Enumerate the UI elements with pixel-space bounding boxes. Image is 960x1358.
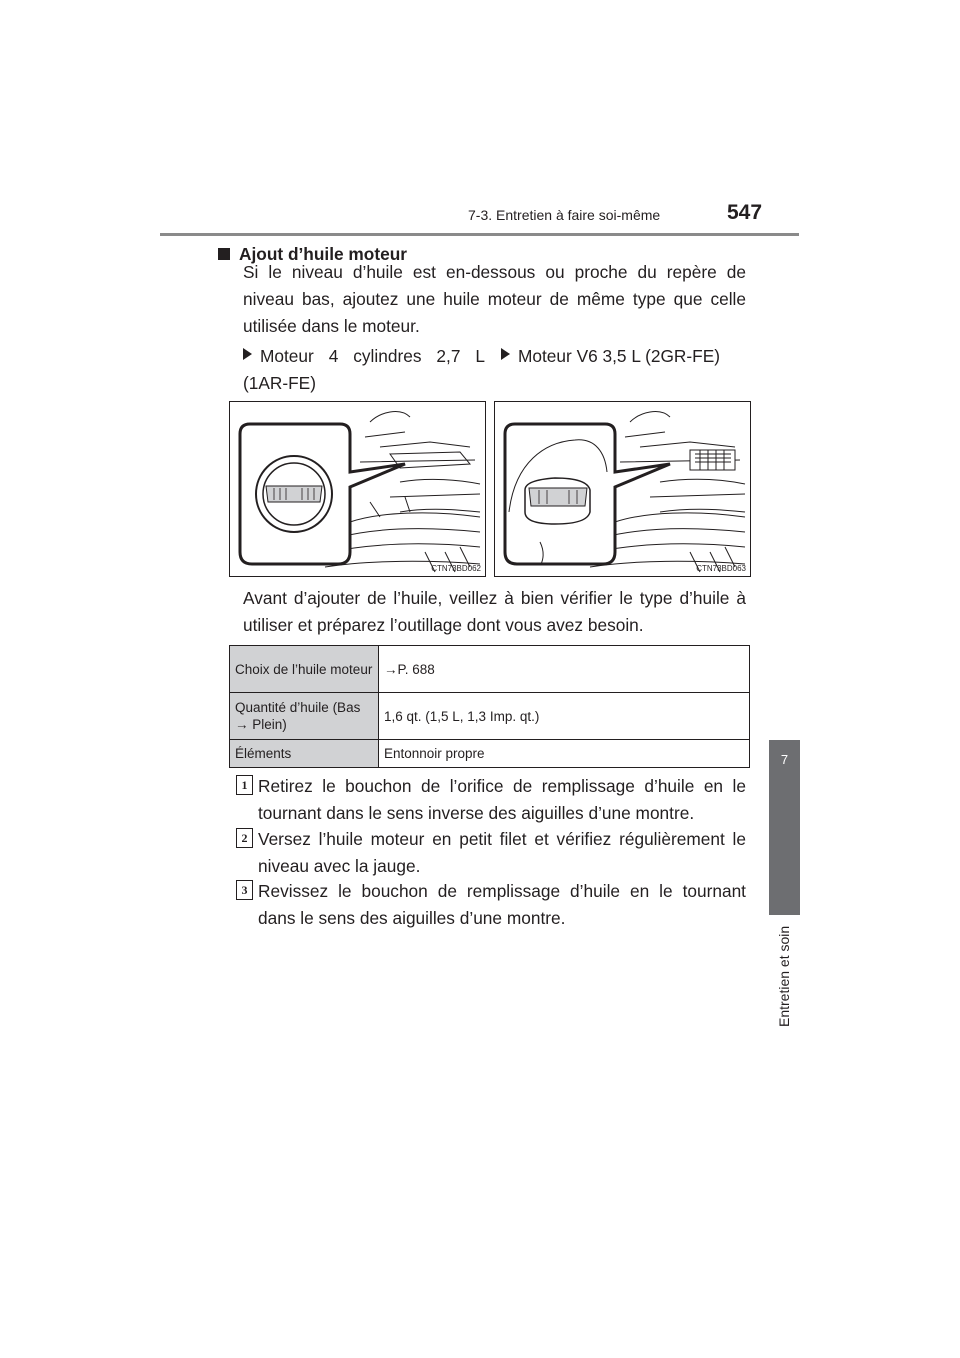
square-bullet-icon: [218, 248, 230, 260]
chapter-tab-number: 7: [780, 752, 789, 767]
table-row: [230, 740, 750, 768]
table-key: Quantité d’huile (Bas → Plein): [230, 693, 379, 740]
section-heading-text: Ajout d’huile moteur: [239, 244, 408, 264]
header-section-title: 7-3. Entretien à faire soi-même: [468, 207, 661, 223]
table-key: Choix de l’huile moteur: [230, 646, 379, 693]
table-key: Éléments: [230, 740, 379, 768]
oil-spec-table: [229, 645, 750, 768]
step-number-3: 3: [236, 880, 253, 900]
oil-cap-illustration-4cyl: [230, 402, 485, 576]
triangle-bullet-icon: [501, 348, 510, 360]
table-row: [230, 693, 750, 740]
engine-label-2: [501, 343, 751, 370]
step-number-2: 2: [236, 828, 253, 848]
step-text-1: Retirez le bouchon de l’orifice de remplissage d’huile en le tournant dans le sens inverse des aiguilles d’une montre.: [258, 776, 746, 823]
header-divider: [160, 233, 799, 236]
oil-cap-illustration-v6: [495, 402, 750, 576]
table-value: →P. 688: [379, 646, 750, 693]
triangle-bullet-icon: [243, 348, 252, 360]
intro-paragraph: Si le niveau d’huile est en-dessous ou proche du repère de niveau bas, ajoutez une huile moteur de même type que celle utilisée dans le moteur.: [243, 262, 746, 336]
figure-code-2: CTN73BD063: [696, 564, 746, 573]
page-number: 547: [727, 201, 763, 224]
step-text-3: Revissez le bouchon de remplissage d’huile en le tournant dans le sens des aiguilles d’une montre.: [258, 881, 746, 928]
figure-engine-v6: [494, 401, 751, 577]
step-text-2: Versez l’huile moteur en petit filet et vérifiez régulièrement le niveau avec la jauge.: [258, 829, 746, 876]
chapter-tab-label: Entretien et soin: [776, 925, 792, 1027]
engine-label-1: [243, 343, 485, 397]
figure-code-1: CTN73BD062: [431, 564, 481, 573]
step-number-1: 1: [236, 775, 253, 795]
engine-label-2-text: Moteur V6 3,5 L (2GR-FE): [518, 346, 720, 366]
figure-engine-4cyl: [229, 401, 486, 577]
table-value: 1,6 qt. (1,5 L, 1,3 Imp. qt.): [379, 693, 750, 740]
table-row: [230, 646, 750, 693]
table-value: Entonnoir propre: [379, 740, 750, 768]
engine-label-1-text: Moteur 4 cylindres 2,7 L (1AR-FE): [243, 346, 485, 393]
before-adding-note: Avant d’ajouter de l’huile, veillez à bien vérifier le type d’huile à utiliser et préparez l’outillage dont vous avez besoin.: [243, 588, 746, 635]
